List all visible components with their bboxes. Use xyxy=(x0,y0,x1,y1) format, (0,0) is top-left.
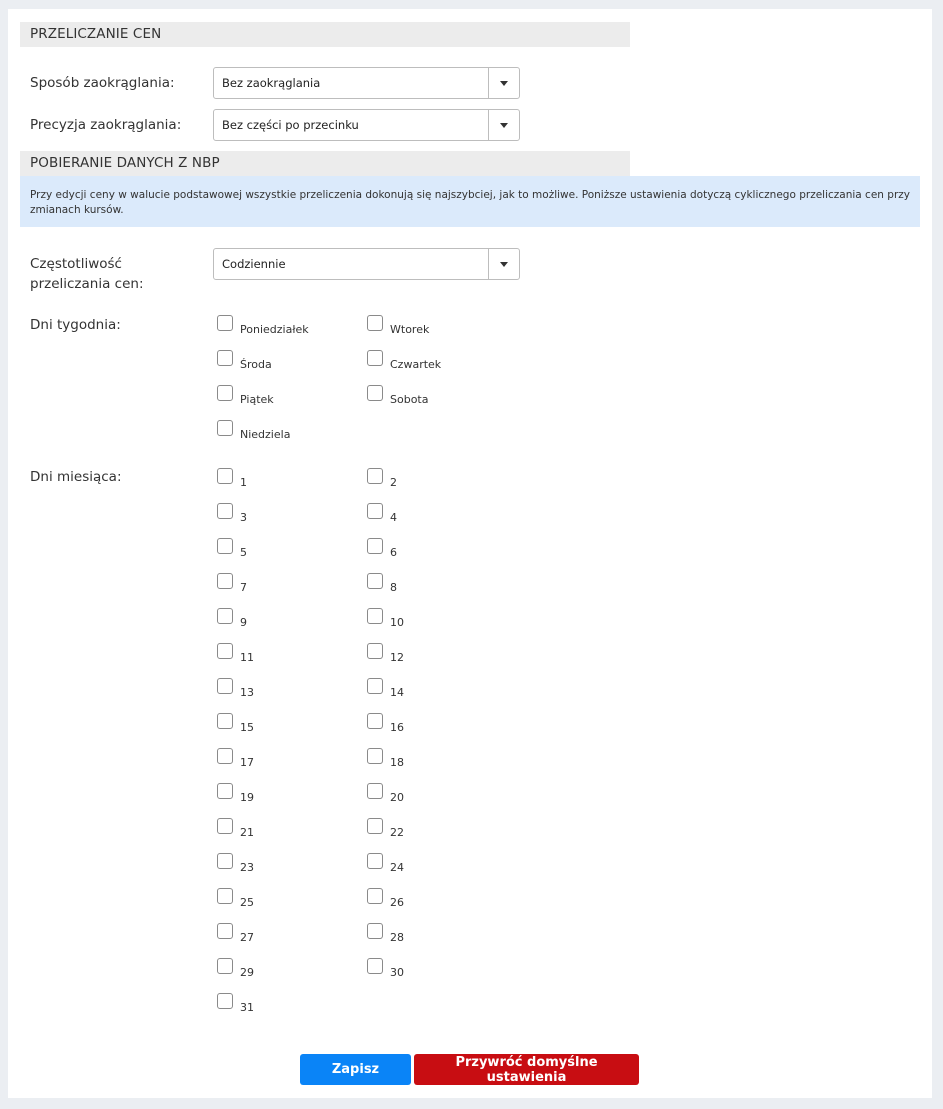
weekday-checkbox-item[interactable] xyxy=(217,420,290,441)
month-day-checkbox[interactable] xyxy=(217,958,233,974)
month-day-checkbox-label: 6 xyxy=(390,546,397,559)
month-day-checkbox[interactable] xyxy=(367,608,383,624)
weekday-checkbox-label: Poniedziałek xyxy=(240,323,309,336)
weekday-checkbox-label: Niedziela xyxy=(240,428,291,441)
month-day-checkbox-item[interactable] xyxy=(367,713,404,734)
month-day-checkbox-label: 10 xyxy=(390,616,404,629)
month-day-checkbox-label: 1 xyxy=(240,476,247,489)
weekday-checkbox-item[interactable] xyxy=(367,350,441,371)
month-day-checkbox-label: 19 xyxy=(240,791,254,804)
month-day-checkbox-label: 29 xyxy=(240,966,254,979)
rounding-precision-value: Bez części po przecinku xyxy=(222,118,359,132)
month-day-checkbox[interactable] xyxy=(367,713,383,729)
month-day-checkbox-item[interactable] xyxy=(367,503,397,524)
month-day-checkbox-item[interactable] xyxy=(217,853,254,874)
chevron-down-icon[interactable] xyxy=(488,68,519,98)
month-day-checkbox-item[interactable] xyxy=(217,678,254,699)
month-day-checkbox-label: 12 xyxy=(390,651,404,664)
month-day-checkbox-item[interactable] xyxy=(367,748,404,769)
month-day-checkbox-item[interactable] xyxy=(217,748,254,769)
chevron-down-icon[interactable] xyxy=(488,110,519,140)
month-day-checkbox-label: 30 xyxy=(390,966,404,979)
month-day-checkbox-label: 18 xyxy=(390,756,404,769)
month-day-checkbox-label: 15 xyxy=(240,721,254,734)
weekday-checkbox-item[interactable] xyxy=(217,350,272,371)
month-day-checkbox-item[interactable] xyxy=(367,678,404,699)
weekday-checkbox-item[interactable] xyxy=(217,385,274,406)
weekday-checkbox[interactable] xyxy=(367,385,383,401)
weekday-checkbox[interactable] xyxy=(217,385,233,401)
month-day-checkbox[interactable] xyxy=(217,573,233,589)
month-day-checkbox-item[interactable] xyxy=(217,503,247,524)
weekday-checkbox-label: Wtorek xyxy=(390,323,430,336)
month-day-checkbox-item[interactable] xyxy=(367,608,404,629)
rounding-mode-select[interactable] xyxy=(213,67,520,99)
month-day-checkbox[interactable] xyxy=(367,853,383,869)
month-day-checkbox-item[interactable] xyxy=(367,783,404,804)
rounding-precision-label: Precyzja zaokrąglania: xyxy=(30,117,182,133)
month-day-checkbox-item[interactable] xyxy=(217,643,254,664)
month-day-checkbox-label: 14 xyxy=(390,686,404,699)
month-day-checkbox-item[interactable] xyxy=(217,923,254,944)
month-day-checkbox-item[interactable] xyxy=(217,958,254,979)
month-day-checkbox[interactable] xyxy=(367,538,383,554)
month-day-checkbox[interactable] xyxy=(367,643,383,659)
month-day-checkbox[interactable] xyxy=(217,468,233,484)
month-day-checkbox-label: 21 xyxy=(240,826,254,839)
month-day-checkbox[interactable] xyxy=(367,783,383,799)
month-day-checkbox-label: 3 xyxy=(240,511,247,524)
weekday-checkbox[interactable] xyxy=(217,315,233,331)
month-day-checkbox-label: 22 xyxy=(390,826,404,839)
month-day-checkbox[interactable] xyxy=(217,993,233,1009)
frequency-label-line1: Częstotliwość xyxy=(30,256,122,272)
month-day-checkbox[interactable] xyxy=(367,468,383,484)
month-day-checkbox[interactable] xyxy=(217,783,233,799)
month-day-checkbox-item[interactable] xyxy=(367,538,397,559)
weekday-checkbox[interactable] xyxy=(367,315,383,331)
section-header-price-conversion: PRZELICZANIE CEN xyxy=(20,22,630,47)
month-day-checkbox-item[interactable] xyxy=(217,818,254,839)
month-day-checkbox-item[interactable] xyxy=(367,888,404,909)
rounding-precision-select[interactable] xyxy=(213,109,520,141)
month-day-checkbox[interactable] xyxy=(217,538,233,554)
month-day-checkbox-item[interactable] xyxy=(367,923,404,944)
month-day-checkbox-label: 5 xyxy=(240,546,247,559)
info-message: Przy edycji ceny w walucie podstawowej wszystkie przeliczenia dokonują się najszybciej, jak to możliwe. Poniższe ustawienia dotyczą cyklicznego przeliczania cen przy zmianach kursów. xyxy=(20,176,920,227)
month-day-checkbox-label: 2 xyxy=(390,476,397,489)
rounding-mode-value: Bez zaokrąglania xyxy=(222,76,321,90)
month-day-checkbox-item[interactable] xyxy=(367,853,404,874)
month-day-checkbox-label: 17 xyxy=(240,756,254,769)
weekday-checkbox-label: Piątek xyxy=(240,393,274,406)
month-day-checkbox[interactable] xyxy=(217,503,233,519)
month-day-checkbox-label: 11 xyxy=(240,651,254,664)
month-day-checkbox-label: 31 xyxy=(240,1001,254,1014)
month-day-checkbox[interactable] xyxy=(367,818,383,834)
frequency-label xyxy=(30,254,144,294)
chevron-down-icon[interactable] xyxy=(488,249,519,279)
month-day-checkbox-item[interactable] xyxy=(217,573,247,594)
month-day-checkbox[interactable] xyxy=(217,888,233,904)
month-day-checkbox-label: 26 xyxy=(390,896,404,909)
month-day-checkbox[interactable] xyxy=(367,748,383,764)
month-day-checkbox-item[interactable] xyxy=(217,608,247,629)
month-day-checkbox[interactable] xyxy=(217,853,233,869)
month-day-checkbox[interactable] xyxy=(367,958,383,974)
month-days-label: Dni miesiąca: xyxy=(30,469,122,485)
weekday-checkbox-label: Czwartek xyxy=(390,358,442,371)
month-day-checkbox-label: 4 xyxy=(390,511,397,524)
month-day-checkbox[interactable] xyxy=(217,643,233,659)
frequency-value: Codziennie xyxy=(222,257,286,271)
month-day-checkbox-item[interactable] xyxy=(367,818,404,839)
reset-defaults-button[interactable]: Przywróć domyślne ustawienia xyxy=(414,1054,639,1085)
weekday-checkbox-item[interactable] xyxy=(367,315,429,336)
month-day-checkbox[interactable] xyxy=(367,888,383,904)
month-day-checkbox-item[interactable] xyxy=(367,958,404,979)
month-day-checkbox[interactable] xyxy=(217,923,233,939)
month-day-checkbox-item[interactable] xyxy=(217,783,254,804)
weekday-checkbox[interactable] xyxy=(367,350,383,366)
month-day-checkbox[interactable] xyxy=(367,503,383,519)
month-day-checkbox-label: 13 xyxy=(240,686,254,699)
month-day-checkbox-label: 7 xyxy=(240,581,247,594)
rounding-mode-label: Sposób zaokrąglania: xyxy=(30,75,175,91)
month-day-checkbox[interactable] xyxy=(217,748,233,764)
weekdays-label: Dni tygodnia: xyxy=(30,317,121,333)
weekday-checkbox-item[interactable] xyxy=(217,315,309,336)
month-day-checkbox-label: 23 xyxy=(240,861,254,874)
frequency-label-line2: przeliczania cen: xyxy=(30,276,144,292)
month-day-checkbox-label: 8 xyxy=(390,581,397,594)
month-day-checkbox[interactable] xyxy=(367,678,383,694)
save-button[interactable]: Zapisz xyxy=(300,1054,411,1085)
weekday-checkbox-item[interactable] xyxy=(367,385,428,406)
weekday-checkbox-label: Środa xyxy=(240,358,272,371)
month-day-checkbox[interactable] xyxy=(217,713,233,729)
weekday-checkbox[interactable] xyxy=(217,350,233,366)
month-day-checkbox-label: 24 xyxy=(390,861,404,874)
month-day-checkbox[interactable] xyxy=(217,678,233,694)
month-day-checkbox[interactable] xyxy=(367,573,383,589)
weekday-checkbox[interactable] xyxy=(217,420,233,436)
month-day-checkbox-item[interactable] xyxy=(367,573,397,594)
settings-panel xyxy=(8,9,932,1098)
month-day-checkbox-item[interactable] xyxy=(217,993,254,1014)
month-day-checkbox-item[interactable] xyxy=(367,643,404,664)
month-day-checkbox-label: 27 xyxy=(240,931,254,944)
month-day-checkbox[interactable] xyxy=(217,818,233,834)
section-header-nbp: POBIERANIE DANYCH Z NBP xyxy=(20,151,630,176)
month-day-checkbox-item[interactable] xyxy=(217,888,254,909)
weekday-checkbox-label: Sobota xyxy=(390,393,429,406)
month-day-checkbox-label: 16 xyxy=(390,721,404,734)
frequency-select[interactable] xyxy=(213,248,520,280)
month-day-checkbox-label: 28 xyxy=(390,931,404,944)
month-day-checkbox-item[interactable] xyxy=(217,538,247,559)
month-day-checkbox[interactable] xyxy=(367,923,383,939)
month-day-checkbox[interactable] xyxy=(217,608,233,624)
month-day-checkbox-label: 9 xyxy=(240,616,247,629)
month-day-checkbox-item[interactable] xyxy=(367,468,397,489)
month-day-checkbox-item[interactable] xyxy=(217,468,247,489)
month-day-checkbox-label: 20 xyxy=(390,791,404,804)
month-day-checkbox-label: 25 xyxy=(240,896,254,909)
month-day-checkbox-item[interactable] xyxy=(217,713,254,734)
